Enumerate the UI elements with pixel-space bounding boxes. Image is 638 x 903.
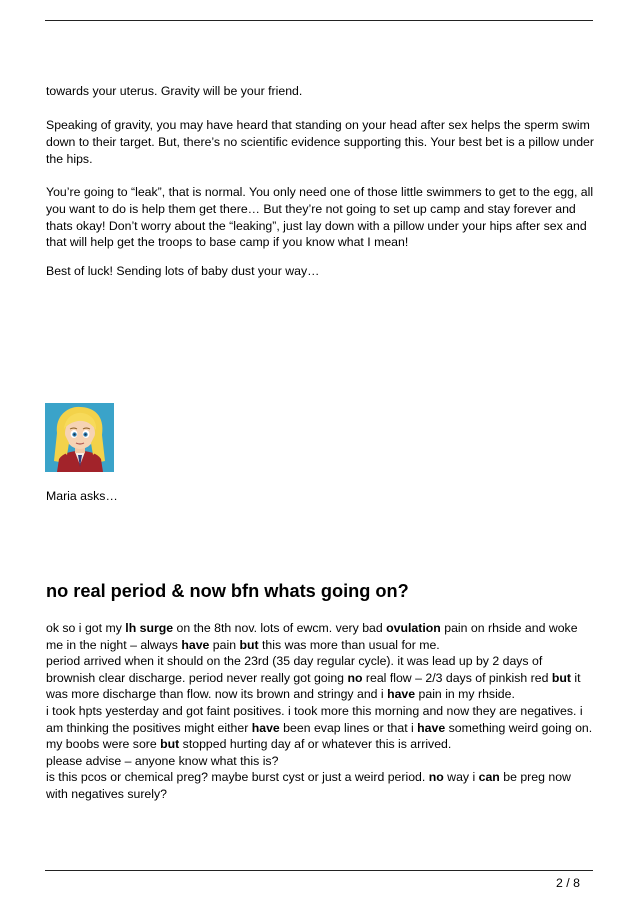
answer-paragraph-1: towards your uterus. Gravity will be your friend. xyxy=(46,84,303,98)
bold-keyword: can xyxy=(478,770,500,785)
question-text: pain on rhside and woke me in the night – always xyxy=(46,621,578,652)
bold-keyword: ovulation xyxy=(386,621,441,635)
bold-keyword: have xyxy=(251,720,280,735)
question-text: been evap lines or that i xyxy=(279,720,418,735)
header-rule xyxy=(45,20,593,21)
answer-paragraph-3: You’re going to “leak”, that is normal. You only need one of those little swimmers to get to the egg, all you want to do is help them get there… But they’re not going to set up camp and stay forever and thats okay! Don’t worry about the “leaking”, just lay down with a pillow under your hips after sex and that will help get the troops to base camp if you know what I mean! xyxy=(46,185,594,250)
bold-keyword: have xyxy=(181,637,210,652)
question-text: it was more discharge than flow. now its brown and stringy and i xyxy=(46,670,581,702)
avatar xyxy=(45,403,114,472)
question-text: period arrived when it should on the 23rd (35 day regular cycle). it was lead up by 2 days of brownish clear discharge. period never really got going xyxy=(46,654,543,685)
bold-keyword: have xyxy=(387,687,416,702)
bold-keyword: but xyxy=(160,737,180,752)
question-text: on the 8th nov. lots of ewcm. very bad xyxy=(173,621,387,635)
question-text: real flow – 2/3 days of pinkish red xyxy=(362,670,552,685)
bold-keyword: have xyxy=(417,720,446,735)
answer-paragraph-2: Speaking of gravity, you may have heard that standing on your head after sex helps the sperm swim down to their target. But, there’s no scientific evidence supporting this. Your best bet is a pillow under the hips. xyxy=(46,118,594,166)
bold-keyword: but xyxy=(239,637,259,652)
question-body xyxy=(46,620,594,803)
question-text: pain xyxy=(209,637,240,652)
bold-keyword: no xyxy=(428,770,444,785)
bold-keyword: but xyxy=(551,670,571,685)
question-text: pain in my rhside. xyxy=(415,687,515,702)
asker-label: Maria asks… xyxy=(46,489,118,503)
answer-paragraph-4: Best of luck! Sending lots of baby dust your way… xyxy=(46,264,320,278)
page-number: 2 / 8 xyxy=(556,876,580,890)
question-text: something weird going on. my boobs were sore xyxy=(46,720,593,752)
question-text: this was more than usual for me. xyxy=(258,637,440,652)
question-text: be preg now with negatives surely? xyxy=(46,770,571,801)
question-text: way i xyxy=(443,770,479,785)
bold-keyword: lh surge xyxy=(125,621,174,635)
question-text: is this pcos or chemical preg? maybe burst cyst or just a weird period. xyxy=(46,770,429,785)
question-title: no real period & now bfn whats going on? xyxy=(46,581,409,601)
footer-rule xyxy=(45,870,593,871)
bold-keyword: no xyxy=(347,670,363,685)
question-text: i took hpts yesterday and got faint positives. i took more this morning and now they are negatives. i am thinking the positives might either xyxy=(46,703,583,735)
question-text: please advise – anyone know what this is? xyxy=(46,753,279,768)
question-text: stopped hurting day af or whatever this is arrived. xyxy=(179,737,452,752)
question-text: ok so i got my xyxy=(46,621,126,635)
